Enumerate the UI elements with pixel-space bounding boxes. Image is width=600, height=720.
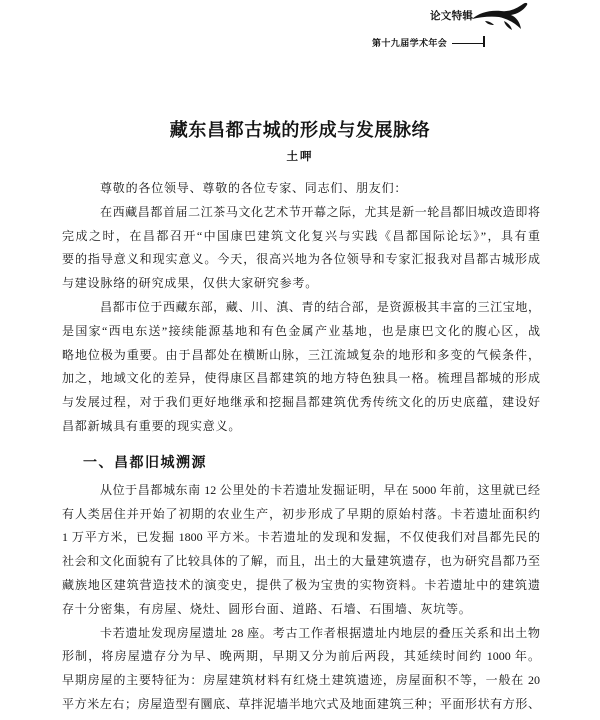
- paragraph-line: 昌都市位于西藏东部，藏、川、滇、青的结合部，是资源极其丰富的三江宝地，: [100, 299, 540, 314]
- paragraph-line: 完成之时，在昌都召开“中国康巴建筑文化复兴与实践《昌都国际论坛》”，具有重: [62, 228, 540, 243]
- brush-swoosh-icon: [471, 2, 529, 32]
- header-rule: [452, 43, 483, 44]
- event-label: 第十九届学术年会: [372, 38, 448, 48]
- header-tick: [483, 36, 485, 47]
- paragraph-line: 有人类居住并开始了初期的农业生产，初步形成了早期的原始村落。卡若遗址面积约: [62, 506, 540, 521]
- paragraph-line: 社会和文化面貌有了比较具体的了解，而且，出土的大量建筑遗存，也为研究昌都乃至: [62, 554, 540, 569]
- paragraph-line: 从位于昌都城东南 12 公里处的卡若遗址发掘证明，早在 5000 年前，这里就已经: [100, 482, 540, 497]
- paragraph-line: 平方米左右；房屋造型有圜底、草拌泥墙半地穴式及地面建筑三种；平面形状有方形、: [62, 696, 540, 711]
- article-author: 土呷: [286, 151, 314, 163]
- paragraph-line: 存十分密集，有房屋、烧灶、圆形台面、道路、石墙、石围墙、灰坑等。: [62, 601, 472, 616]
- paragraph: [62, 201, 540, 296]
- paragraph-line: 早期房屋的主要特征为：房屋建筑材料有红烧土建筑遗迹，房屋面积不等，一般在 20: [62, 673, 540, 688]
- paragraph: [62, 296, 540, 439]
- section-label: 论文特辑: [430, 10, 474, 22]
- paragraph-line: 卡若遗址发现房屋遗址 28 座。考古工作者根据遗址内地层的叠压关系和出土物: [100, 625, 540, 640]
- paragraph-line: 是国家“西电东送”接续能源基地和有色金属产业基地，也是康巴文化的腹心区，战: [62, 323, 540, 338]
- paragraph: [62, 622, 540, 717]
- article-body: [62, 177, 540, 717]
- paragraph-line: 加之，地域文化的差异，使得康区昌都建筑的地方特色独具一格。梳理昌都城的形成: [62, 371, 540, 386]
- paragraph-line: 形制，将房屋遗存分为早、晚两期，早期又分为前后两段，其延续时间约 1000 年。: [62, 649, 540, 664]
- paragraph-line: 与建设脉络的研究成果，仅供大家研究参考。: [62, 276, 319, 291]
- paragraph-line: 昌都新城具有重要的现实意义。: [62, 418, 242, 433]
- section-heading: 一、昌都旧城溯源: [83, 453, 207, 470]
- paragraph-line: 略地位极为重要。由于昌都处在横断山脉，三江流域复杂的地形和多变的气候条件，: [62, 347, 540, 362]
- paragraph-line: 与发展过程，对于我们更好地继承和挖掘昌都建筑优秀传统文化的历史底蕴，建设好: [62, 395, 540, 410]
- salutation: 尊敬的各位领导、尊敬的各位专家、同志们、朋友们：: [100, 181, 408, 195]
- paragraph: [62, 479, 540, 622]
- article-title: 藏东昌都古城的形成与发展脉络: [169, 120, 431, 140]
- paragraph-line: 要的指导意义和现实意义。今天，很高兴地为各位领导和专家汇报我对昌都古城形成: [62, 252, 540, 267]
- paragraph-line: 1 万平方米，已发掘 1800 平方米。卡若遗址的发现和发掘，不仅使我们对昌都先民的: [62, 530, 540, 545]
- paragraph-line: 藏族地区建筑营造技术的演变史，提供了极为宝贵的实物资料。卡若遗址中的建筑遗: [62, 577, 540, 592]
- paragraph-line: 在西藏昌都首届二江茶马文化艺术节开幕之际，尤其是新一轮昌都旧城改造即将: [100, 204, 540, 219]
